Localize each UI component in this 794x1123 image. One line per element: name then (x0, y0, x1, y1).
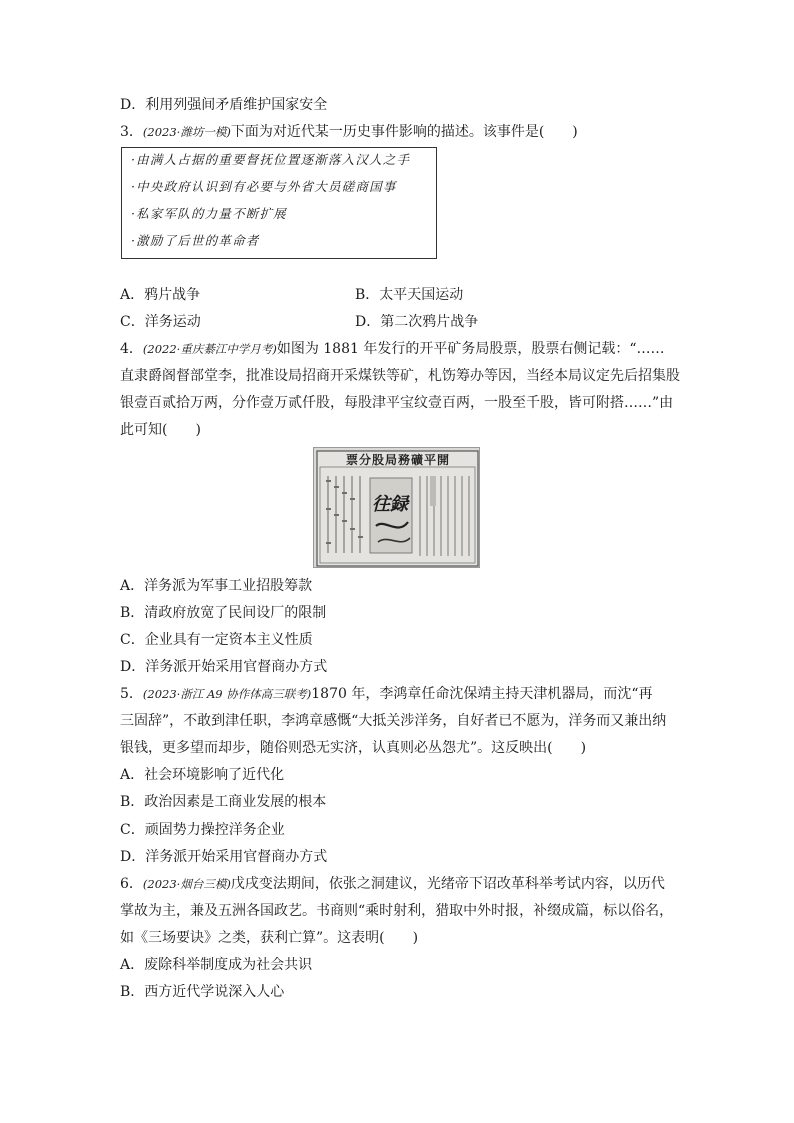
q3-option-b: B．太平天国运动 (355, 287, 464, 303)
stock-certificate-drawing (314, 448, 480, 568)
q4-source: (2022·重庆綦江中学月考) (142, 342, 277, 356)
q6-stem-text: 戊戌变法期间，依张之洞建议，光绪帝下诏改革科举考试内容，以历代 (230, 876, 665, 892)
q5-stem-line (120, 684, 653, 704)
q3-option-a: A．鸦片战争 (120, 287, 201, 303)
stock-signature: 往録 (372, 494, 408, 515)
q5-stem-line: 三固辞”，不敢到津任职，李鸿章感慨“大抵关涉洋务，自好者已不愿为，洋务而又兼出纳 (120, 713, 667, 729)
q4-stem-line (120, 339, 665, 359)
q6-stem-line: 掌故为主，兼及五洲各国政艺。书商则“乘时射利，猎取中外时报，补缀成篇，标以俗名， (120, 903, 674, 919)
q3-stem-text: 下面为对近代某一历史事件影响的描述。该事件是( ) (230, 124, 578, 140)
q3-source: (2023·潍坊一模) (142, 125, 231, 139)
q4-stem-line: 此可知( ) (120, 422, 201, 438)
q4-stem-line: 银壹百贰拾万两，分作壹万贰仟股，每股津平宝纹壹百两，一股至千股，皆可附搭……”由 (120, 395, 674, 411)
q4-stem-text: 如图为 1881 年发行的开平矿务局股票，股票右侧记载：“…… (276, 341, 665, 357)
q4-option-b: B．清政府放宽了民间设厂的限制 (120, 605, 327, 621)
q3-box-line: ·由满人占据的重要督抚位置逐渐落入汉人之手 (131, 152, 411, 167)
q3-stem (120, 122, 578, 142)
q6-source: (2023·烟台三模) (142, 877, 231, 891)
q4-stem-line: 直隶爵阁督部堂李，批准设局招商开采煤铁等矿，札饬筹办等因，当经本局议定先后招集股 (120, 368, 680, 384)
q5-option-d: D．洋务派开始采用官督商办方式 (120, 849, 328, 865)
q4-option-a: A．洋务派为军事工业招股筹款 (120, 578, 313, 594)
q6-option-b: B．西方近代学说深入人心 (120, 984, 285, 1000)
q3-option-c: C．洋务运动 (120, 314, 201, 330)
q6-stem-line: 如《三场要诀》之类，获利亡算”。这表明( ) (120, 930, 419, 946)
stock-certificate-image (313, 447, 480, 568)
q5-option-a: A．社会环境影响了近代化 (120, 767, 285, 783)
q6-number: 6． (120, 876, 143, 892)
q6-option-a: A．废除科举制度成为社会共识 (120, 957, 313, 973)
q3-box-line: ·激励了后世的革命者 (131, 233, 260, 248)
stock-title: 票分股局務礦平開 (345, 453, 451, 467)
q3-option-d: D．第二次鸦片战争 (355, 314, 479, 330)
q5-source: (2023·浙江 A9 协作体高三联考) (142, 687, 312, 701)
q4-option-c: C．企业具有一定资本主义性质 (120, 632, 313, 648)
q3-quote-box (121, 147, 437, 259)
q3-box-line: ·私家军队的力量不断扩展 (131, 206, 287, 221)
q3-number: 3． (120, 124, 143, 140)
q6-stem-line (120, 874, 665, 894)
q5-number: 5． (120, 686, 143, 702)
q5-stem-text: 1870 年，李鸿章任命沈保靖主持天津机器局，而沈“再 (311, 686, 653, 702)
q5-stem-line: 银钱，更多望而却步，随俗则恐无实济，认真则必丛怨尤”。这反映出( ) (120, 740, 587, 756)
q4-number: 4． (120, 341, 143, 357)
q2-option-d: D．利用列强间矛盾维护国家安全 (120, 97, 328, 113)
q3-box-line: ·中央政府认识到有必要与外省大员磋商国事 (131, 179, 397, 194)
q5-option-c: C．顽固势力操控洋务企业 (120, 822, 285, 838)
q5-option-b: B．政治因素是工商业发展的根本 (120, 794, 327, 810)
q4-option-d: D．洋务派开始采用官督商办方式 (120, 659, 328, 675)
